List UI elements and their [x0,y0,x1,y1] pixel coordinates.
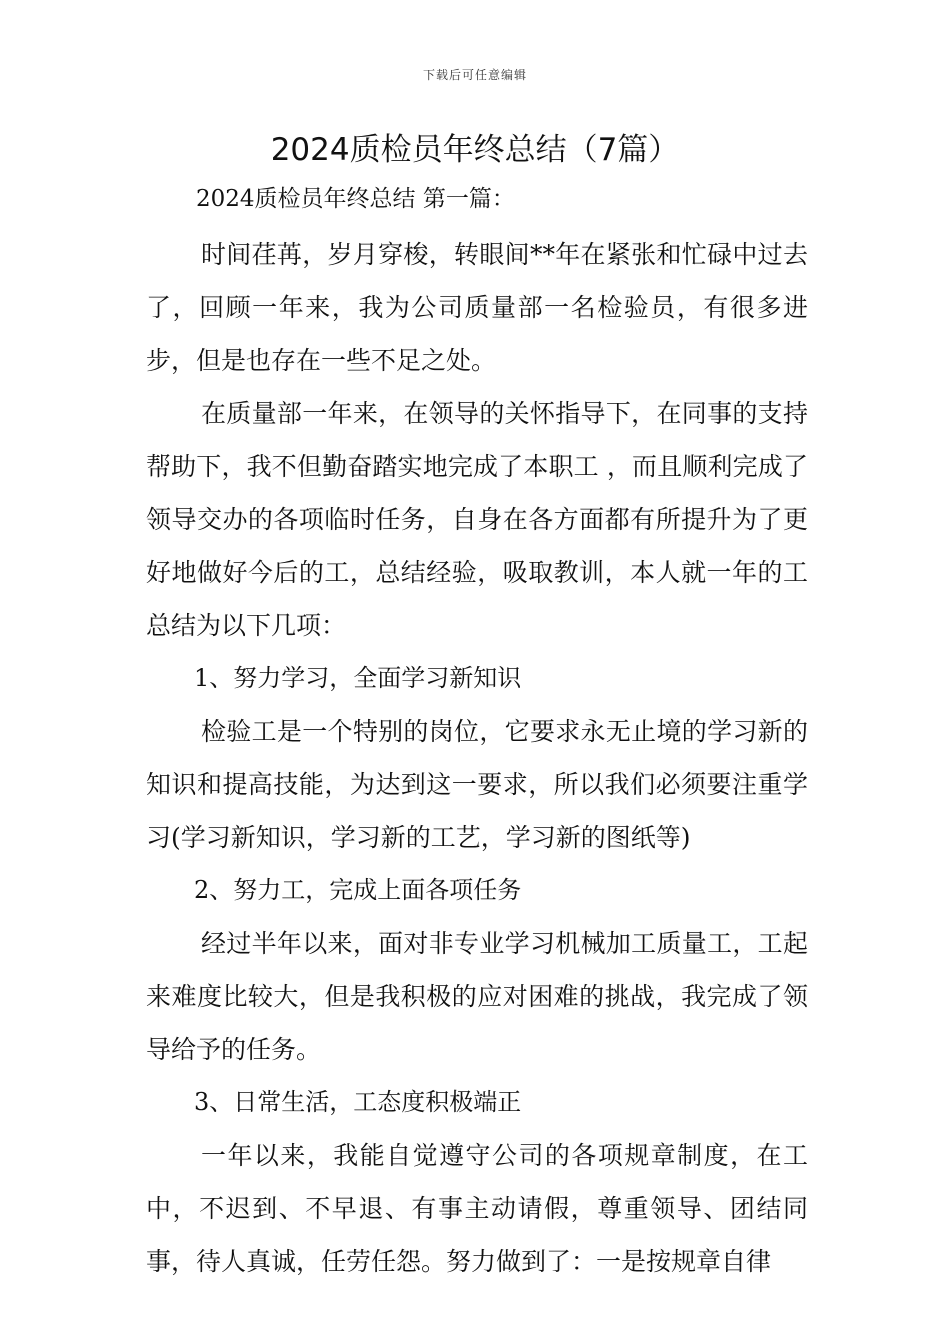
section-heading: 2、努力工，完成上面各项任务 [194,876,522,904]
paragraph: 检验工是一个特别的岗位，它要求永无止境的学习新的知识和提高技能，为达到这一要求，所以我们必须要注重学习(学习新知识，学习新的工艺，学习新的图纸等) [146,717,808,852]
section-subtitle: 2024质检员年终总结 第一篇： [196,186,515,212]
document-title: 2024质检员年终总结（7篇） [270,132,680,168]
paragraph: 经过半年以来，面对非专业学习机械加工质量工，工起来难度比较大，但是我积极的应对困难的挑战，我完成了领导给予的任务。 [146,929,808,1064]
header-note: 下载后可任意编辑 [422,68,527,82]
paragraph: 时间荏苒，岁月穿梭，转眼间**年在紧张和忙碌中过去了，回顾一年来，我为公司质量部一名检验员，有很多进步，但是也存在一些不足之处。 [146,240,808,375]
paragraph: 在质量部一年来，在领导的关怀指导下，在同事的支持帮助下，我不但勤奋踏实地完成了本职工 ，而且顺利完成了领导交办的各项临时任务，自身在各方面都有所提升为了更好地做好今后的工，总结经验，吸取教训，本人就一年的工总结为以下几项： [146,399,808,640]
paragraph: 一年以来，我能自觉遵守公司的各项规章制度，在工中，不迟到、不早退、有事主动请假，尊重领导、团结同事，待人真诚，任劳任怨。努力做到了：一是按规章自律 [146,1141,808,1276]
section-heading: 1、努力学习，全面学习新知识 [194,664,522,692]
document-body [146,228,808,1288]
section-heading: 3、日常生活，工态度积极端正 [194,1088,522,1116]
